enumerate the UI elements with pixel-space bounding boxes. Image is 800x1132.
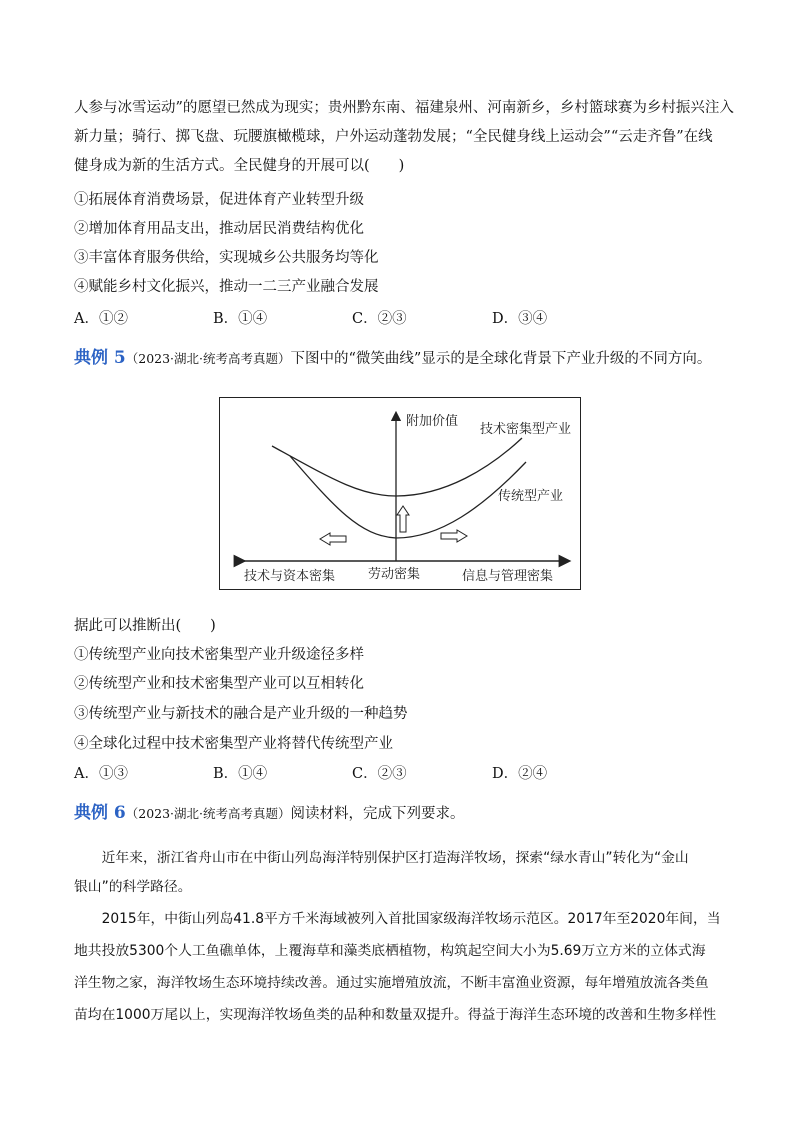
option-a[interactable]: A．①②: [74, 311, 128, 327]
material-line-1: 近年来，浙江省舟山市在中街山列岛海洋特别保护区打造海洋牧场，探索“绿水青山”转化为“金山: [74, 850, 689, 866]
material-line-2: 银山”的科学路径。: [74, 879, 192, 895]
smile-curve-svg: [220, 398, 582, 591]
example-5-label: 典例 5: [74, 348, 126, 368]
curve-traditional: [290, 456, 526, 538]
example-5-item-1: ①传统型产业向技术密集型产业升级途径多样: [74, 647, 364, 663]
option-b[interactable]: B．①④: [213, 311, 268, 327]
statement-item-2: ②增加体育用品支出，推动居民消费结构优化: [74, 221, 364, 237]
example-5-item-4: ④全球化过程中技术密集型产业将替代传统型产业: [74, 736, 393, 752]
example-5-item-2: ②传统型产业和技术密集型产业可以互相转化: [74, 676, 364, 692]
y-axis-label: 附加价值: [406, 414, 459, 429]
example-5-question: 据此可以推断出( ): [74, 618, 216, 634]
example-6-heading: [74, 801, 465, 826]
smile-curve-figure: [219, 397, 581, 590]
material-line-4: 地共投放5300个人工鱼礁单体，上覆海草和藻类底栖植物，构筑起空间大小为5.69万立方米的立体式海: [74, 943, 706, 959]
example-5-text: 下图中的“微笑曲线”显示的是全球化背景下产业升级的不同方向。: [290, 351, 712, 367]
statement-item-1: ①拓展体育消费场景，促进体育产业转型升级: [74, 192, 364, 208]
example-5-item-3: ③传统型产业与新技术的融合是产业升级的一种趋势: [74, 706, 408, 722]
example-6-label: 典例 6: [74, 803, 126, 823]
material-line-5: 洋生物之家，海洋牧场生态环境持续改善。通过实施增殖放流，不断丰富渔业资源，每年增殖放流各类鱼: [74, 975, 709, 991]
question-intro-line-3: 健身成为新的生活方式。全民健身的开展可以( ): [74, 158, 405, 174]
example-6-text: 阅读材料，完成下列要求。: [290, 806, 465, 822]
x-right-label: 信息与管理密集: [462, 569, 554, 584]
option-b[interactable]: B．①④: [213, 766, 268, 782]
left-arrow-icon: [320, 533, 346, 545]
curve-top-label: 技术密集型产业: [480, 422, 572, 437]
question-intro-line-2: 新力量；骑行、掷飞盘、玩腰旗橄榄球，户外运动蓬勃发展；“全民健身线上运动会”“云走齐鲁”在线: [74, 129, 713, 145]
right-arrow-icon: [441, 530, 467, 542]
x-left-label: 技术与资本密集: [244, 569, 336, 584]
statement-item-4: ④赋能乡村文化振兴，推动一二三产业融合发展: [74, 279, 379, 295]
curve-technology-intensive: [272, 438, 522, 496]
up-arrow-icon: [397, 506, 409, 532]
option-d[interactable]: D．③④: [492, 311, 548, 327]
curve-bottom-label: 传统型产业: [498, 489, 564, 504]
x-center-label: 劳动密集: [368, 567, 421, 582]
material-line-3: 2015年，中街山列岛41.8平方千米海域被列入首批国家级海洋牧场示范区。2017年至2020年间，当: [74, 911, 721, 927]
option-c[interactable]: C．②③: [352, 766, 407, 782]
material-line-6: 苗均在1000万尾以上，实现海洋牧场鱼类的品种和数量双提升。得益于海洋生态环境的改善和生物多样性: [74, 1007, 717, 1023]
example-5-heading: [74, 346, 711, 371]
option-a[interactable]: A．①③: [74, 766, 128, 782]
example-6-source: （2023·湖北·统考高考真题）: [125, 806, 291, 821]
option-c[interactable]: C．②③: [352, 311, 407, 327]
statement-item-3: ③丰富体育服务供给，实现城乡公共服务均等化: [74, 250, 379, 266]
example-5-source: （2023·湖北·统考高考真题）: [125, 351, 291, 366]
question-intro-line-1: 人参与冰雪运动”的愿望已然成为现实；贵州黔东南、福建泉州、河南新乡，乡村篮球赛为乡村振兴注入: [74, 100, 734, 116]
option-d[interactable]: D．②④: [492, 766, 548, 782]
